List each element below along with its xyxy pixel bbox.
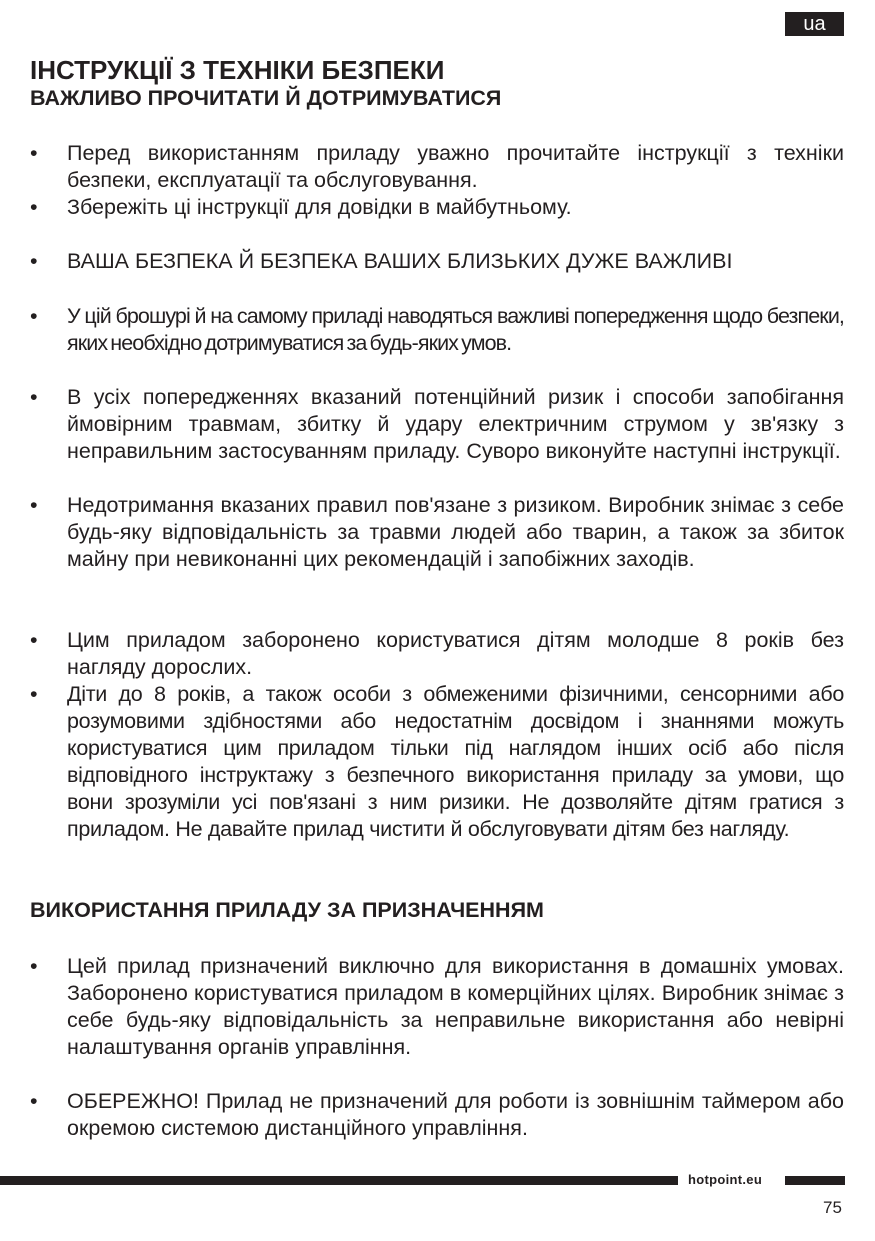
list-item	[30, 1088, 844, 1142]
list-item-text: ВАША БЕЗПЕКА Й БЕЗПЕКА ВАШИХ БЛИЗЬКИХ ДУЖЕ ВАЖЛИВІ	[67, 249, 733, 273]
page-number: 75	[823, 1198, 842, 1217]
page-title: ІНСТРУКЦІЇ З ТЕХНІКИ БЕЗПЕКИ	[30, 55, 445, 85]
list-item	[30, 140, 844, 194]
footer-brand: hotpoint.eu	[688, 1172, 763, 1187]
list-item-text: Недотримання вказаних правил пов'язане з ризиком. Виробник знімає з себе будь-яку відповідальність за травми людей або тварин, а також за збиток майну при невиконанні цих рекомендацій і запобіжних заходів.	[67, 493, 844, 571]
list-item-text: Цим приладом заборонено користуватися дітям молодше 8 років без нагляду дорослих.	[67, 628, 844, 679]
page-subtitle: ВАЖЛИВО ПРОЧИТАТИ Й ДОТРИМУВАТИСЯ	[30, 86, 502, 110]
list-item	[30, 627, 844, 681]
bullet-icon: •	[30, 249, 38, 273]
list-item	[30, 303, 844, 357]
bullet-icon: •	[30, 195, 38, 219]
language-badge: ua	[785, 12, 844, 36]
list-item-text: ОБЕРЕЖНО! Прилад не призначений для роботи із зовнішнім таймером або окремою системою дистанційного управління.	[67, 1089, 844, 1140]
bullet-icon: •	[30, 493, 38, 517]
section-heading: ВИКОРИСТАННЯ ПРИЛАДУ ЗА ПРИЗНАЧЕННЯМ	[30, 898, 544, 922]
list-item-text: Цей прилад призначений виключно для використання в домашніх умовах. Заборонено користуватися приладом в комерційних цілях. Виробник знімає з себе будь-яку відповідальність за неправильне використання або невірні налаштування органів управління.	[67, 954, 844, 1059]
list-item	[30, 492, 844, 573]
bullet-icon: •	[30, 1089, 38, 1113]
bullet-icon: •	[30, 682, 38, 706]
list-item-text: У цій брошурі й на самому приладі наводяться важливі попередження щодо безпеки, яких необхідно дотримуватися за будь-яких умов.	[67, 304, 844, 355]
list-item	[30, 248, 844, 275]
list-item	[30, 384, 844, 465]
bullet-icon: •	[30, 141, 38, 165]
list-item-text: Діти до 8 років, а також особи з обмеженими фізичними, сенсорними або розумовими здібностями або недостатнім досвідом і знаннями можуть користуватися цим приладом тільки під наглядом інших осіб або після відповідного інструктажу з безпечного використання приладу за умови, що вони зрозуміли усі пов'язані з ним ризики. Не дозволяйте дітям гратися з приладом. Не давайте прилад чистити й обслуговувати дітям без нагляду.	[67, 682, 844, 841]
footer-rule-right	[785, 1176, 845, 1185]
list-item-text: Збережіть ці інструкції для довідки в майбутньому.	[67, 195, 572, 219]
list-item	[30, 194, 844, 221]
footer-rule-left	[0, 1176, 678, 1185]
bullet-icon: •	[30, 304, 38, 328]
bullet-icon: •	[30, 385, 38, 409]
list-item	[30, 953, 844, 1061]
bullet-icon: •	[30, 954, 38, 978]
list-item-text: Перед використанням приладу уважно прочитайте інструкції з техніки безпеки, експлуатації та обслуговування.	[67, 141, 844, 192]
list-item-text: В усіх попередженнях вказаний потенційний ризик і способи запобігання ймовірним травмам, збитку й удару електричним струмом у зв'язку з неправильним застосуванням приладу. Суворо виконуйте наступні інструкції.	[67, 385, 844, 463]
bullet-icon: •	[30, 628, 38, 652]
list-item	[30, 681, 844, 843]
